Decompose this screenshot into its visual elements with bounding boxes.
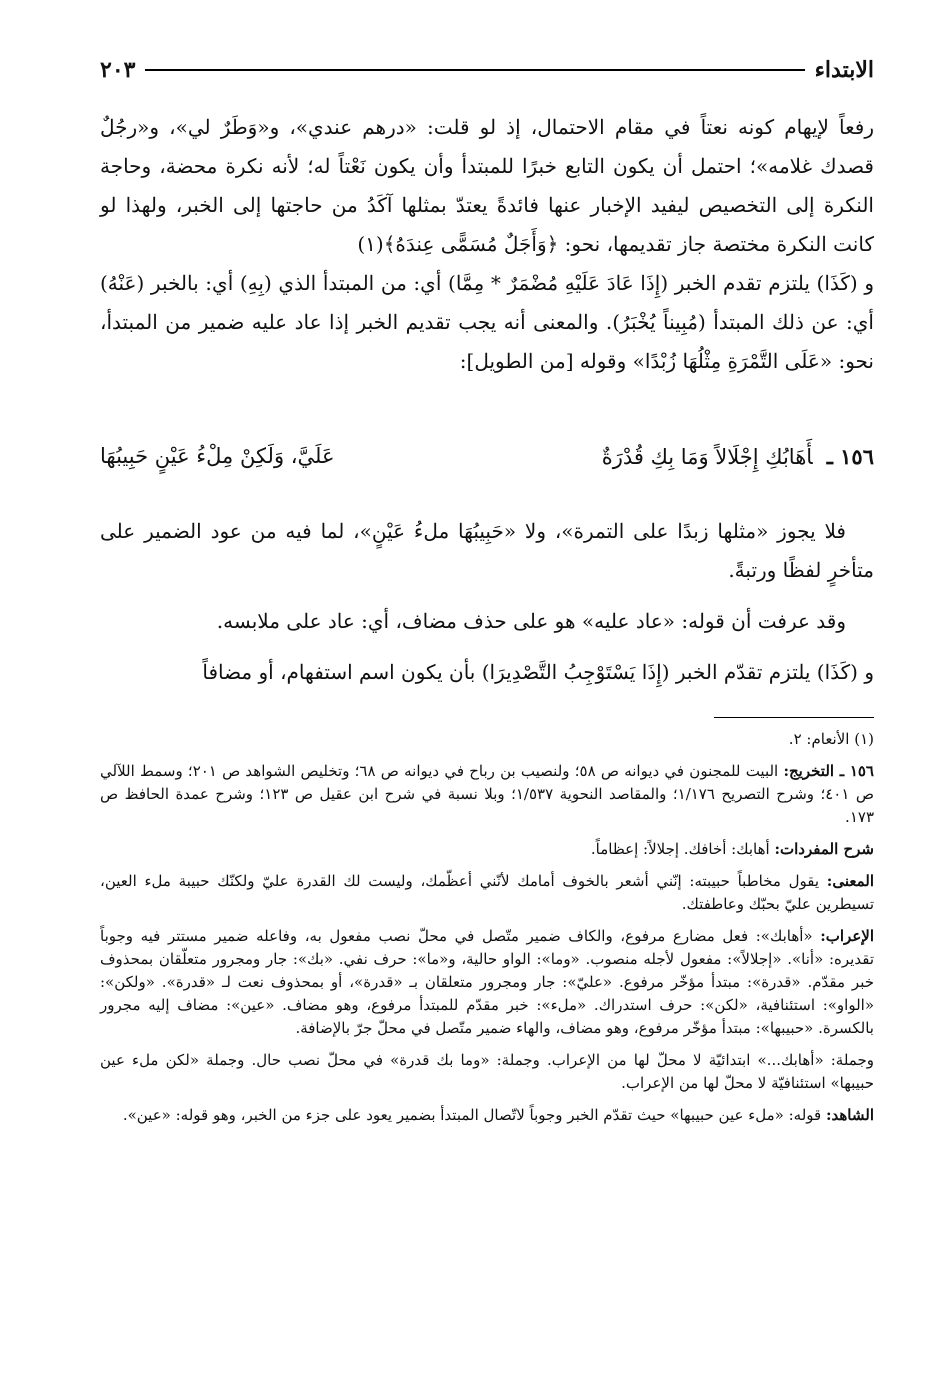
poetry-verse — [100, 444, 874, 469]
main-paragraph: رفعاً لإيهام كونه نعتاً في مقام الاحتمال، إذ لو قلت: «درهم عندي»، و«وَطَرٌ لي»، و«رجُلٌ قصدك غلامه»؛ احتمل أن يكون التابع خبرًا للمبتدأ وأن يكون نَعْتاً له؛ لأنه نكرة محضة، وحاجة النكرة إلى التخصيص ليفيد الإخبار عنها فائدةً يعتدّ بمثلها آكَدُ من حاجتها إلى الخبر، ولهذا لو كانت النكرة مختصة جاز تقديمها، نحو: ﴿وَأَجَلٌ مُسَمًّى عِندَهُ﴾(١) — [100, 115, 874, 256]
footnote-maana: المعنى: يقول مخاطباً حبيبته: إنّني أشعر بالخوف أمامك لأنّني أعظّمك، وليست لك القدرة عليّ ولكنّك حبيبة ملء العين، تسيطرين عليّ بحبّك وعاطفتك. — [100, 872, 874, 913]
footnote-takhrij: ١٥٦ ـ التخريج: البيت للمجنون في ديوانه ص ٥٨؛ ولنصيب بن رباح في ديوانه ص ٦٨؛ وتخليص الشواهد ص ٢٠١؛ وسمط اللآلي ص ٤٠١؛ وشرح التصريح ١/١٧٦؛ والمقاصد النحوية ١/٥٣٧؛ وبلا نسبة في شرح ابن عقيل ص ١٢٣؛ وشرح عمدة الحافظ ص ١٧٣. — [100, 762, 875, 826]
main-paragraph: فلا يجوز «مثلها زبدًا على التمرة»، ولا «حَبِيبُهَا ملءُ عَيْنٍ»، لما فيه من عود الضمير على متأخرٍ لفظًا ورتبةً. — [100, 519, 874, 582]
main-paragraph: و (كَذَا) يلتزم تقدم الخبر (إِذَا عَادَ عَلَيْهِ مُضْمَرٌ * مِمَّا) أي: من المبتدأ الذي (بِهِ) أي: بالخبر (عَنْهُ) أي: عن ذلك المبتدأ (مُبِيناً يُخْبَرُ). والمعنى أنه يجب تقديم الخبر إذا عاد عليه ضمير من المبتدأ، نحو: «عَلَى التَّمْرَةِ مِثْلُهَا زُبْدًا» وقوله [من الطويل]: — [100, 271, 874, 373]
main-text — [100, 108, 874, 381]
page-number: ٢٠٣ — [100, 57, 136, 83]
footnote-mufradat: شرح المفردات: أهابك: أخافك. إجلالاً: إعظاماً. — [590, 840, 874, 858]
footnote-separator — [714, 717, 874, 718]
main-paragraph: و (كَذَا) يلتزم تقدّم الخبر (إِذَا يَسْتَوْجِبُ التَّصْدِيرَا) بأن يكون اسم استفهام، أو مضافاً — [202, 660, 874, 684]
page-header — [100, 52, 874, 88]
footnotes — [100, 728, 874, 1136]
verse-second-hemistich: عَلَيَّ، وَلَكِنْ مِلْءُ عَيْنٍ حَبِيبُهَا — [100, 444, 335, 468]
footnote-irab: الإعراب: «أهابك»: فعل مضارع مرفوع، والكاف ضمير متّصل في محلّ نصب مفعول به، وفاعله ضمير مستتر فيه وجوباً تقديره: «أنا». «إجلالاً»: مفعول لأجله منصوب. «وما»: الواو حالية، و«ما»: حرف نفي. «بك»: جار ومجرور متعلّقان بمحذوف خبر مقدّم. «قدرة»: مبتدأ مؤخّر مرفوع. «عليّ»: جار ومجرور متعلقان بـ «قدرة»، أو بمحذوف نعت لـ «قدرة». «ولكن»: «الواو»: استئنافية، «لكن»: حرف استدراك. «ملء»: خبر مقدّم للمبتدأ مرفوع، وهو مضاف. «عين»: مضاف إليه مجرور بالكسرة. «حبيبها»: مبتدأ مؤخّر مرفوع، وهو مضاف، والهاء ضمير متّصل في محلّ جرّ بالإضافة. — [100, 927, 874, 1037]
header-rule — [145, 69, 804, 71]
main-text-continued — [100, 512, 874, 704]
main-paragraph: وقد عرفت أن قوله: «عاد عليه» هو على حذف مضاف، أي: عاد على ملابسه. — [216, 609, 846, 633]
verse-first-hemistich: ١٥٦ ـأَهَابُكِ إِجْلَالاً وَمَا بِكِ قُدْرَةٌ — [601, 444, 874, 469]
footnote-shahid: الشاهد: قوله: «ملء عين حبيبها» حيث تقدّم الخبر وجوباً لاتّصال المبتدأ بضمير يعود على جزء من الخبر، وهو قوله: «عين». — [122, 1106, 874, 1124]
footnote-jumla: وجملة: «أهابك...» ابتدائيّة لا محلّ لها من الإعراب. وجملة: «وما بك قدرة» في محلّ نصب حال. وجملة «لكن ملء عين حبيبها» استئنافيّة لا محلّ لها من الإعراب. — [100, 1051, 874, 1092]
footnote-1: (١) الأنعام: ٢. — [788, 730, 874, 748]
verse-number: ١٥٦ ـ — [826, 444, 874, 469]
chapter-title: الابتداء — [814, 57, 874, 83]
